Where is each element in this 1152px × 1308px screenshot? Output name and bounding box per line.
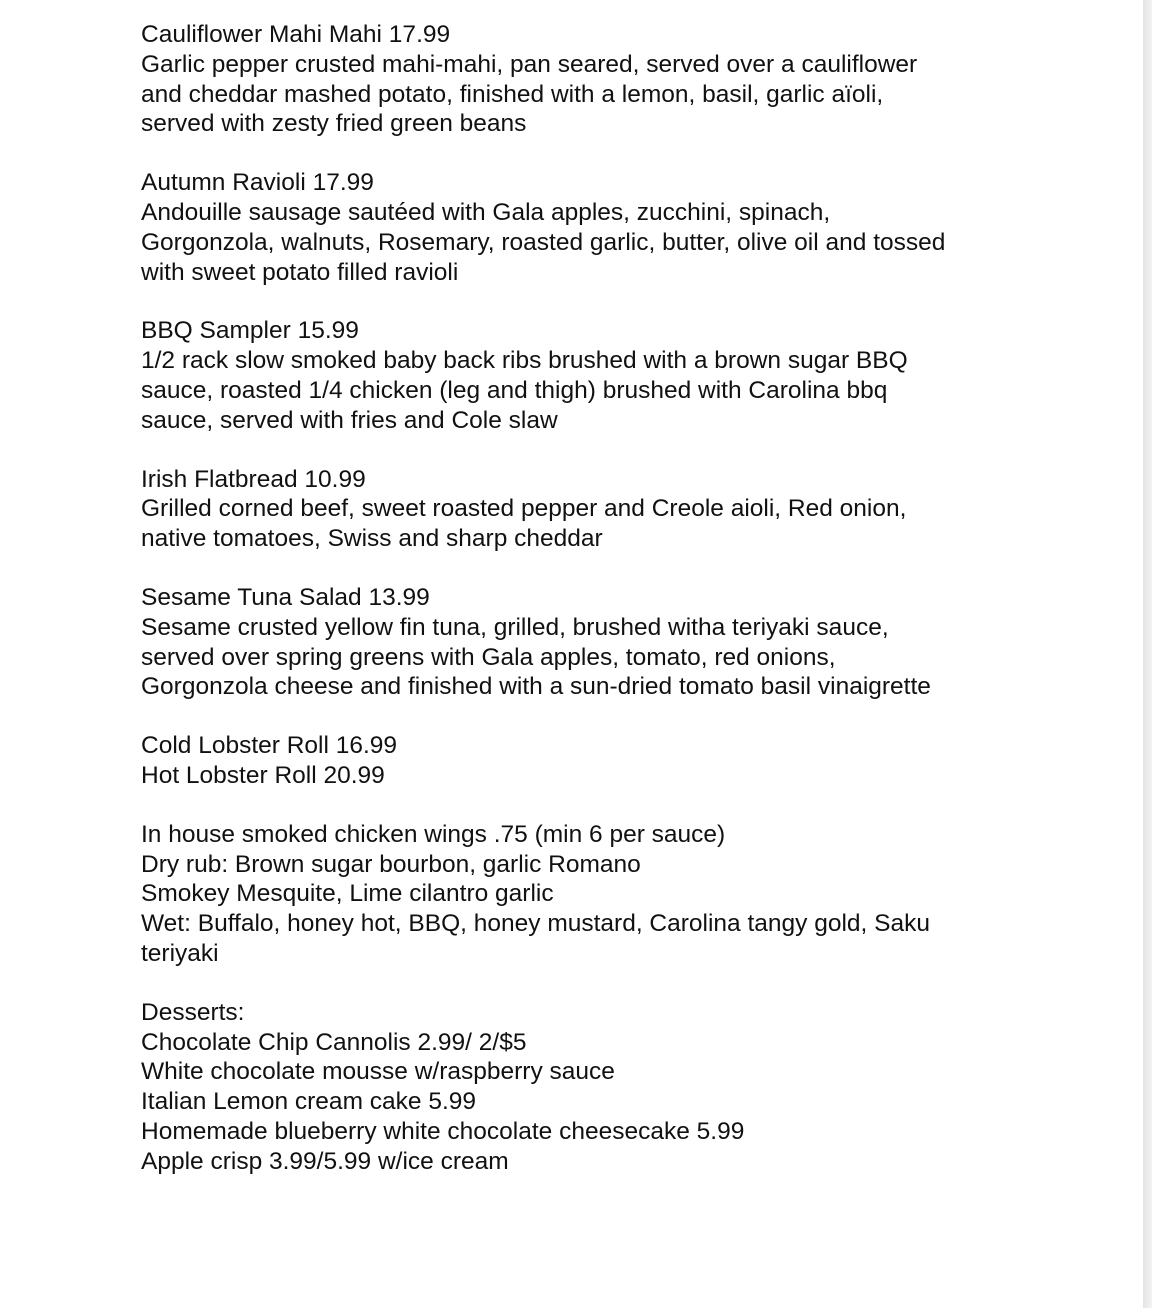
dessert-item: Italian Lemon cream cake 5.99 — [141, 1088, 477, 1116]
item-title: Autumn Ravioli 17.99 — [141, 169, 374, 197]
item-description-line: sauce, roasted 1/4 chicken (leg and thigh) brushed with Carolina bbq — [141, 376, 888, 404]
dessert-item: Apple crisp 3.99/5.99 w/ice cream — [141, 1147, 509, 1175]
item-description-line: native tomatoes, Swiss and sharp cheddar — [141, 525, 603, 553]
section-heading: Desserts: — [141, 998, 245, 1026]
item-description-line: Gorgonzola cheese and finished with a sun-dried tomato basil vinaigrette — [141, 673, 931, 701]
menu-item-autumn-ravioli — [141, 168, 1131, 287]
menu-item-bbq-sampler — [141, 316, 1131, 435]
item-title: Hot Lobster Roll 20.99 — [141, 761, 385, 789]
item-description-line: Sesame crusted yellow fin tuna, grilled, brushed witha teriyaki sauce, — [141, 613, 889, 641]
item-description-line: served with zesty fried green beans — [141, 110, 527, 138]
menu-content — [141, 20, 1131, 1206]
item-description-line: Dry rub: Brown sugar bourbon, garlic Romano — [141, 850, 641, 878]
menu-item-chicken-wings — [141, 820, 1131, 969]
item-title: Cold Lobster Roll 16.99 — [141, 732, 398, 760]
item-description-line: and cheddar mashed potato, finished with a lemon, basil, garlic aïoli, — [141, 80, 884, 108]
item-title: BBQ Sampler 15.99 — [141, 317, 359, 345]
item-description-line: 1/2 rack slow smoked baby back ribs brushed with a brown sugar BBQ — [141, 347, 908, 375]
item-description-line: teriyaki — [141, 939, 219, 967]
menu-item-sesame-tuna-salad — [141, 583, 1131, 702]
item-title: In house smoked chicken wings .75 (min 6 per sauce) — [141, 820, 726, 848]
menu-item-lobster-rolls — [141, 731, 1131, 791]
item-title: Sesame Tuna Salad 13.99 — [141, 583, 430, 611]
desserts-section — [141, 998, 1131, 1177]
dessert-item: White chocolate mousse w/raspberry sauce — [141, 1058, 615, 1086]
menu-item-cauliflower-mahi-mahi — [141, 20, 1131, 139]
menu-item-irish-flatbread — [141, 465, 1131, 554]
item-description-line: sauce, served with fries and Cole slaw — [141, 406, 558, 434]
item-description-line: Andouille sausage sautéed with Gala apples, zucchini, spinach, — [141, 198, 831, 226]
page-edge — [1143, 0, 1152, 1308]
item-description-line: served over spring greens with Gala apples, tomato, red onions, — [141, 643, 836, 671]
item-description-line: Gorgonzola, walnuts, Rosemary, roasted garlic, butter, olive oil and tossed — [141, 228, 946, 256]
item-description-line: with sweet potato filled ravioli — [141, 258, 459, 286]
item-description-line: Garlic pepper crusted mahi-mahi, pan seared, served over a cauliflower — [141, 50, 918, 78]
dessert-item: Homemade blueberry white chocolate cheesecake 5.99 — [141, 1117, 745, 1145]
item-title: Irish Flatbread 10.99 — [141, 465, 366, 493]
dessert-item: Chocolate Chip Cannolis 2.99/ 2/$5 — [141, 1028, 527, 1056]
item-description-line: Wet: Buffalo, honey hot, BBQ, honey mustard, Carolina tangy gold, Saku — [141, 910, 931, 938]
item-description-line: Smokey Mesquite, Lime cilantro garlic — [141, 880, 554, 908]
item-title: Cauliflower Mahi Mahi 17.99 — [141, 21, 451, 48]
item-description-line: Grilled corned beef, sweet roasted pepper and Creole aioli, Red onion, — [141, 495, 907, 523]
